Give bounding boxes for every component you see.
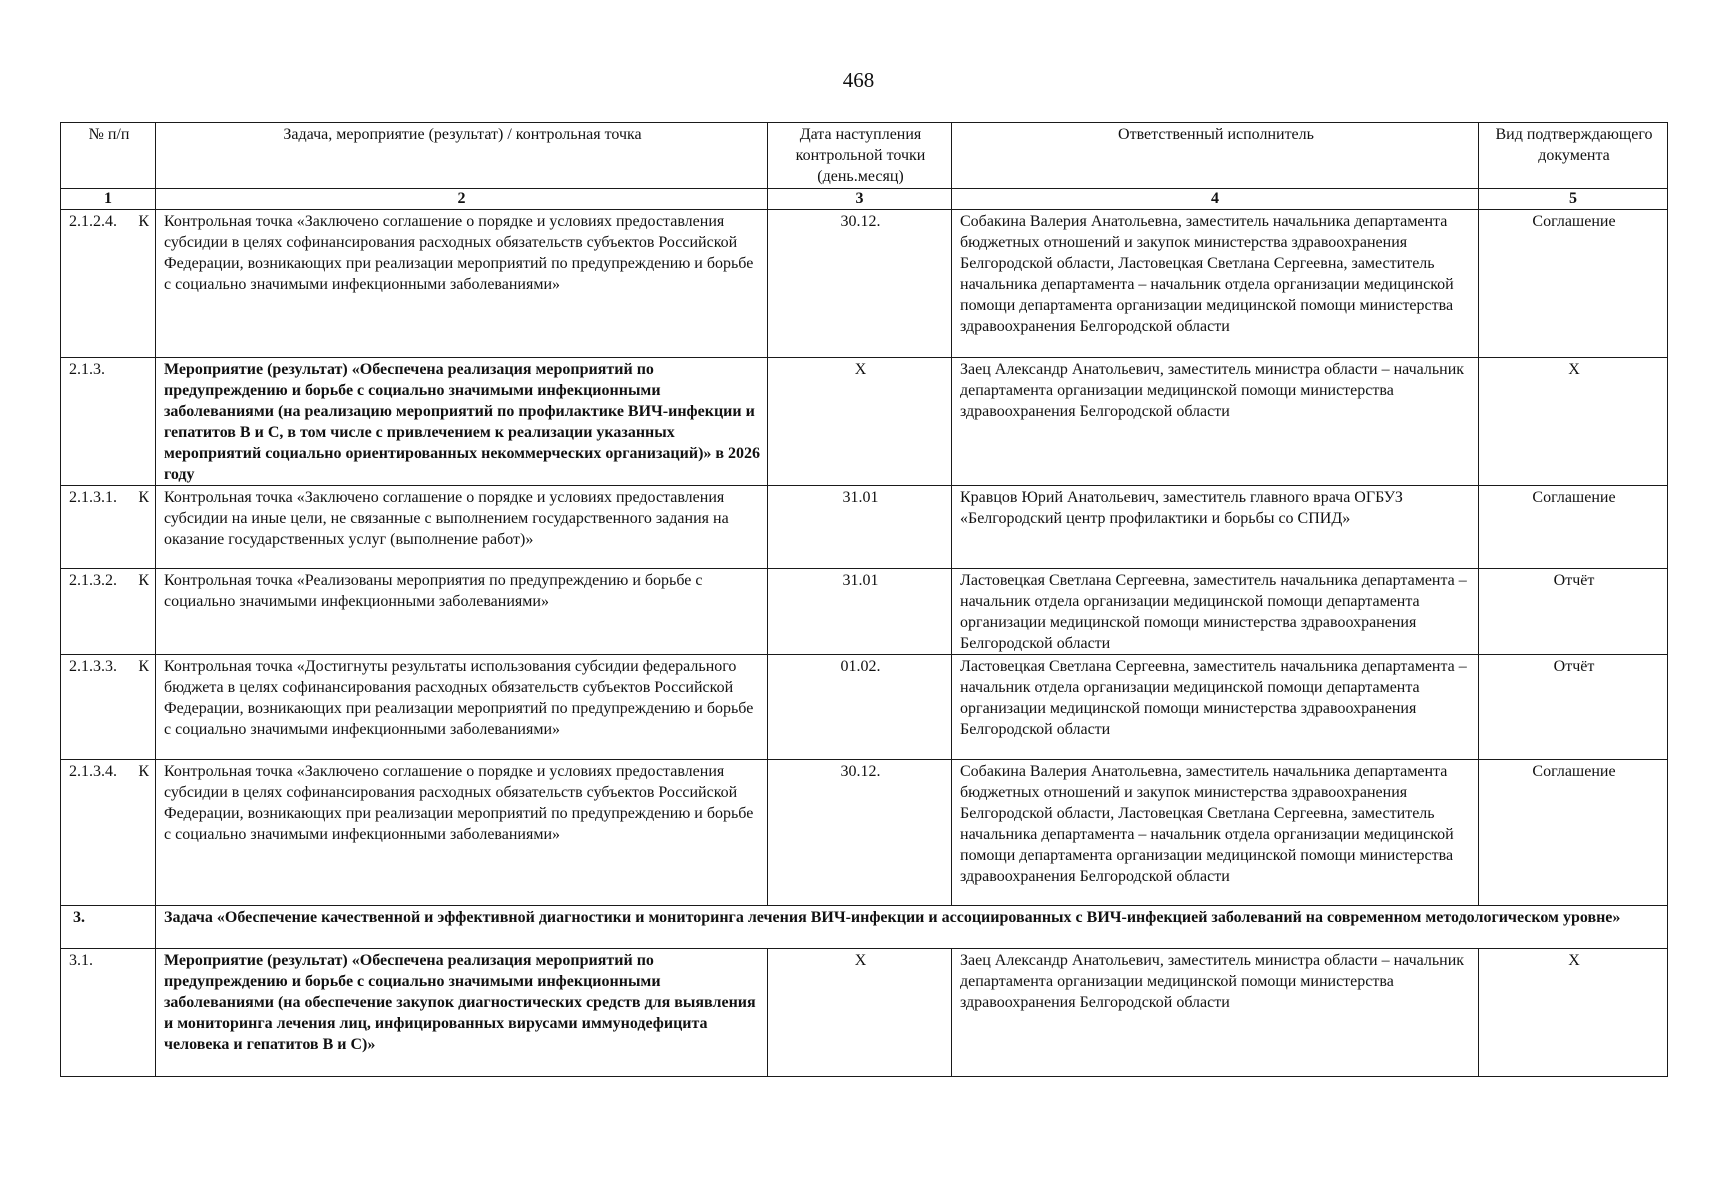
responsible-executor: Ластовецкая Светлана Сергеевна, заместитель начальника департамента – начальник отдела организации медицинской помощи департамента организации медицинской помощи министерства здравоохранения Белгородской области <box>952 655 1479 760</box>
responsible-executor: Заец Александр Анатольевич, заместитель министра области – начальник департамента организации медицинской помощи министерства здравоохранения Белгородской области <box>952 358 1479 486</box>
row-number: 2.1.2.4. <box>69 213 117 230</box>
document-type: Отчёт <box>1479 655 1668 760</box>
row-number-cell <box>61 486 156 569</box>
table-row <box>61 210 1668 358</box>
task-row <box>61 906 1668 949</box>
column-number: 4 <box>952 189 1479 210</box>
row-number-cell <box>61 760 156 906</box>
control-date: 30.12. <box>768 760 952 906</box>
document-type: Соглашение <box>1479 210 1668 358</box>
header-executor: Ответственный исполнитель <box>952 123 1479 189</box>
responsible-executor: Ластовецкая Светлана Сергеевна, заместитель начальника департамента – начальник отдела организации медицинской помощи департамента организации медицинской помощи министерства здравоохранения Белгородской области <box>952 569 1479 655</box>
row-number: 2.1.3.1. <box>69 489 117 506</box>
table-row <box>61 569 1668 655</box>
header-task: Задача, мероприятие (результат) / контрольная точка <box>156 123 768 189</box>
table-row <box>61 486 1668 569</box>
row-number-cell <box>61 358 156 486</box>
responsible-executor: Заец Александр Анатольевич, заместитель министра области – начальник департамента организации медицинской помощи министерства здравоохранения Белгородской области <box>952 949 1479 1077</box>
control-point-marker: К <box>138 213 149 230</box>
plan-table <box>60 122 1668 1077</box>
control-date: 01.02. <box>768 655 952 760</box>
column-number: 1 <box>61 189 156 210</box>
control-date: Х <box>768 358 952 486</box>
document-type: Х <box>1479 358 1668 486</box>
task-description: Контрольная точка «Заключено соглашение о порядке и условиях предоставления субсидии в целях софинансирования расходных обязательств субъектов Российской Федерации, возникающих при реализации мероприятий по предупреждению и борьбе с социально значимыми инфекционными заболеваниями» <box>156 210 768 358</box>
row-number: 3.1. <box>69 952 93 969</box>
responsible-executor: Кравцов Юрий Анатольевич, заместитель главного врача ОГБУЗ «Белгородский центр профилактики и борьбы со СПИД» <box>952 486 1479 569</box>
page-number: 468 <box>842 68 875 92</box>
responsible-executor: Собакина Валерия Анатольевна, заместитель начальника департамента бюджетных отношений и закупок министерства здравоохранения Белгородской области, Ластовецкая Светлана Сергеевна, заместитель начальника департамента – начальник отдела организации медицинской помощи департамента организации медицинской помощи министерства здравоохранения Белгородской области <box>952 760 1479 906</box>
column-number-row <box>61 189 1668 210</box>
table-row <box>61 949 1668 1077</box>
control-point-marker: К <box>138 489 149 506</box>
table-row <box>61 760 1668 906</box>
task-description: Контрольная точка «Достигнуты результаты использования субсидии федерального бюджета в целях софинансирования расходных обязательств субъектов Российской Федерации, возникающих при реализации мероприятий по предупреждению и борьбе с социально значимыми инфекционными заболеваниями» <box>156 655 768 760</box>
task-title: Задача «Обеспечение качественной и эффективной диагностики и мониторинга лечения ВИЧ-инфекции и ассоциированных с ВИЧ-инфекцией заболеваний на современном методологическом уровне» <box>156 906 1668 949</box>
column-number: 5 <box>1479 189 1668 210</box>
table-row <box>61 358 1668 486</box>
row-number: 2.1.3.2. <box>69 572 117 589</box>
header-row <box>61 123 1668 189</box>
header-date: Дата наступления контрольной точки (день.месяц) <box>768 123 952 189</box>
control-point-marker: К <box>138 658 149 675</box>
row-number-cell <box>61 949 156 1077</box>
row-number: 2.1.3.4. <box>69 763 117 780</box>
row-number-cell <box>61 906 156 949</box>
row-number: 3. <box>73 909 85 926</box>
column-number: 2 <box>156 189 768 210</box>
document-type: Отчёт <box>1479 569 1668 655</box>
column-number: 3 <box>768 189 952 210</box>
row-number-cell <box>61 655 156 760</box>
row-number: 2.1.3.3. <box>69 658 117 675</box>
control-point-marker: К <box>138 572 149 589</box>
plan-table-body <box>61 210 1668 1077</box>
header-doc: Вид подтверждающего документа <box>1479 123 1668 189</box>
responsible-executor: Собакина Валерия Анатольевна, заместитель начальника департамента бюджетных отношений и закупок министерства здравоохранения Белгородской области, Ластовецкая Светлана Сергеевна, заместитель начальника департамента – начальник отдела организации медицинской помощи департамента организации медицинской помощи министерства здравоохранения Белгородской области <box>952 210 1479 358</box>
control-date: 30.12. <box>768 210 952 358</box>
task-description: Мероприятие (результат) «Обеспечена реализация мероприятий по предупреждению и борьбе с социально значимыми инфекционными заболеваниями (на реализацию мероприятий по профилактике ВИЧ-инфекции и гепатитов В и С, в том числе с привлечением к реализации указанных мероприятий социально ориентированных некоммерческих организаций)» в 2026 году <box>156 358 768 486</box>
document-type: Соглашение <box>1479 486 1668 569</box>
control-date: Х <box>768 949 952 1077</box>
task-description: Контрольная точка «Реализованы мероприятия по предупреждению и борьбе с социально значимыми инфекционными заболеваниями» <box>156 569 768 655</box>
task-description: Контрольная точка «Заключено соглашение о порядке и условиях предоставления субсидии в целях софинансирования расходных обязательств субъектов Российской Федерации, возникающих при реализации мероприятий по предупреждению и борьбе с социально значимыми инфекционными заболеваниями» <box>156 760 768 906</box>
task-description: Контрольная точка «Заключено соглашение о порядке и условиях предоставления субсидии на иные цели, не связанные с выполнением государственного задания на оказание государственных услуг (выполнение работ)» <box>156 486 768 569</box>
control-point-marker: К <box>138 763 149 780</box>
row-number-cell <box>61 210 156 358</box>
row-number-cell <box>61 569 156 655</box>
header-num: № п/п <box>61 123 156 189</box>
document-type: Соглашение <box>1479 760 1668 906</box>
document-type: Х <box>1479 949 1668 1077</box>
control-date: 31.01 <box>768 486 952 569</box>
control-date: 31.01 <box>768 569 952 655</box>
row-number: 2.1.3. <box>69 361 105 378</box>
task-description: Мероприятие (результат) «Обеспечена реализация мероприятий по предупреждению и борьбе с социально значимыми инфекционными заболеваниями (на обеспечение закупок диагностических средств для выявления и мониторинга лечения лиц, инфицированных вирусами иммунодефицита человека и гепатитов В и С)» <box>156 949 768 1077</box>
table-row <box>61 655 1668 760</box>
